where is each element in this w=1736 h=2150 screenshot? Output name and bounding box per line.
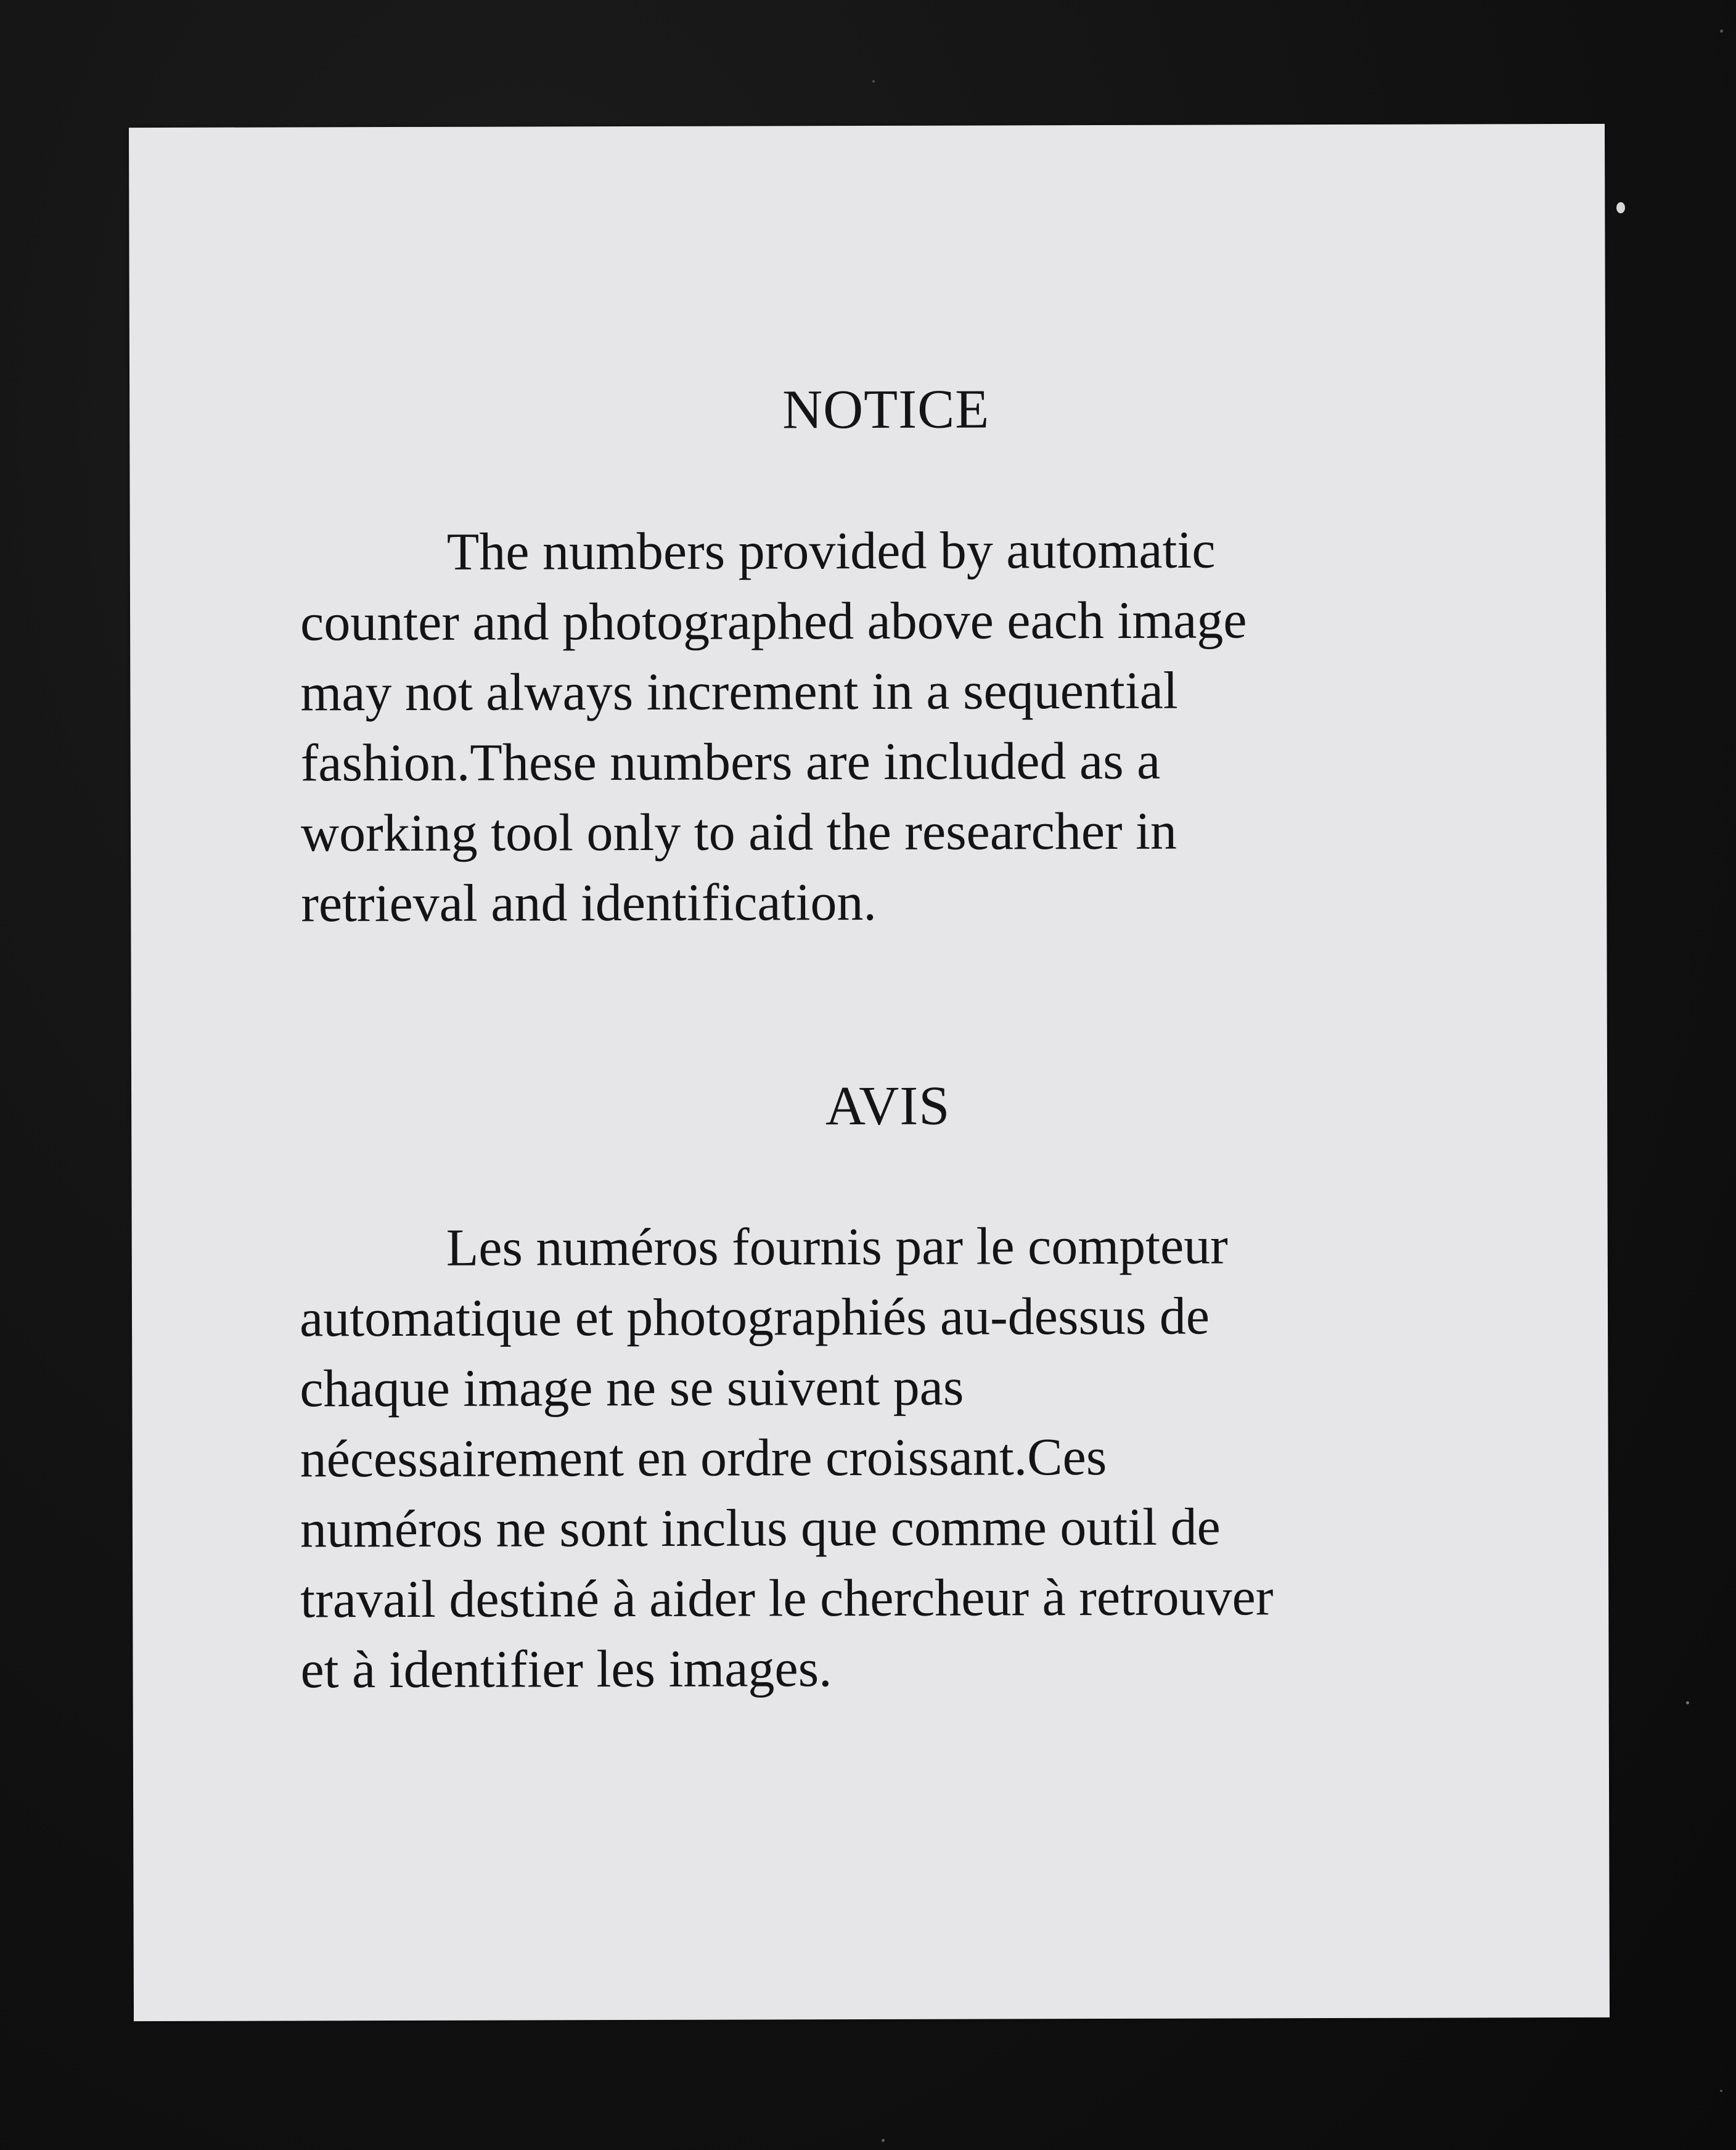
notice-line: The numbers provided by automatic bbox=[446, 520, 1216, 581]
notice-paragraph bbox=[300, 514, 1248, 938]
dust-speck bbox=[882, 2139, 885, 2142]
avis-line: numéros ne sont inclus que comme outil de bbox=[300, 1497, 1221, 1559]
avis-line: Les numéros fournis par le compteur bbox=[446, 1216, 1228, 1277]
notice-title: NOTICE bbox=[782, 378, 990, 441]
avis-line: nécessairement en ordre croissant.Ces bbox=[300, 1426, 1107, 1489]
avis-line: chaque image ne se suivent pas bbox=[300, 1357, 964, 1418]
avis-line: travail destiné à aider le chercheur à retrouver bbox=[300, 1567, 1274, 1629]
notice-line: may not always increment in a sequential bbox=[300, 660, 1178, 722]
dust-speck bbox=[872, 80, 875, 83]
avis-line: automatique et photographiés au-dessus de bbox=[299, 1286, 1210, 1348]
avis-paragraph bbox=[300, 1210, 1274, 1704]
avis-line: et à identifier les images. bbox=[300, 1638, 832, 1699]
dust-speck bbox=[1616, 202, 1625, 213]
dust-speck bbox=[1720, 30, 1723, 33]
notice-line: working tool only to aid the researcher in bbox=[300, 801, 1177, 863]
avis-title: AVIS bbox=[825, 1075, 951, 1137]
notice-line: retrieval and identification. bbox=[301, 872, 877, 933]
notice-line: fashion.These numbers are included as a bbox=[300, 730, 1161, 793]
notice-line: counter and photographed above each image bbox=[300, 590, 1247, 652]
notice-sheet bbox=[129, 124, 1610, 2021]
dust-speck bbox=[1686, 1701, 1689, 1704]
dust-speck bbox=[1720, 2090, 1722, 2092]
